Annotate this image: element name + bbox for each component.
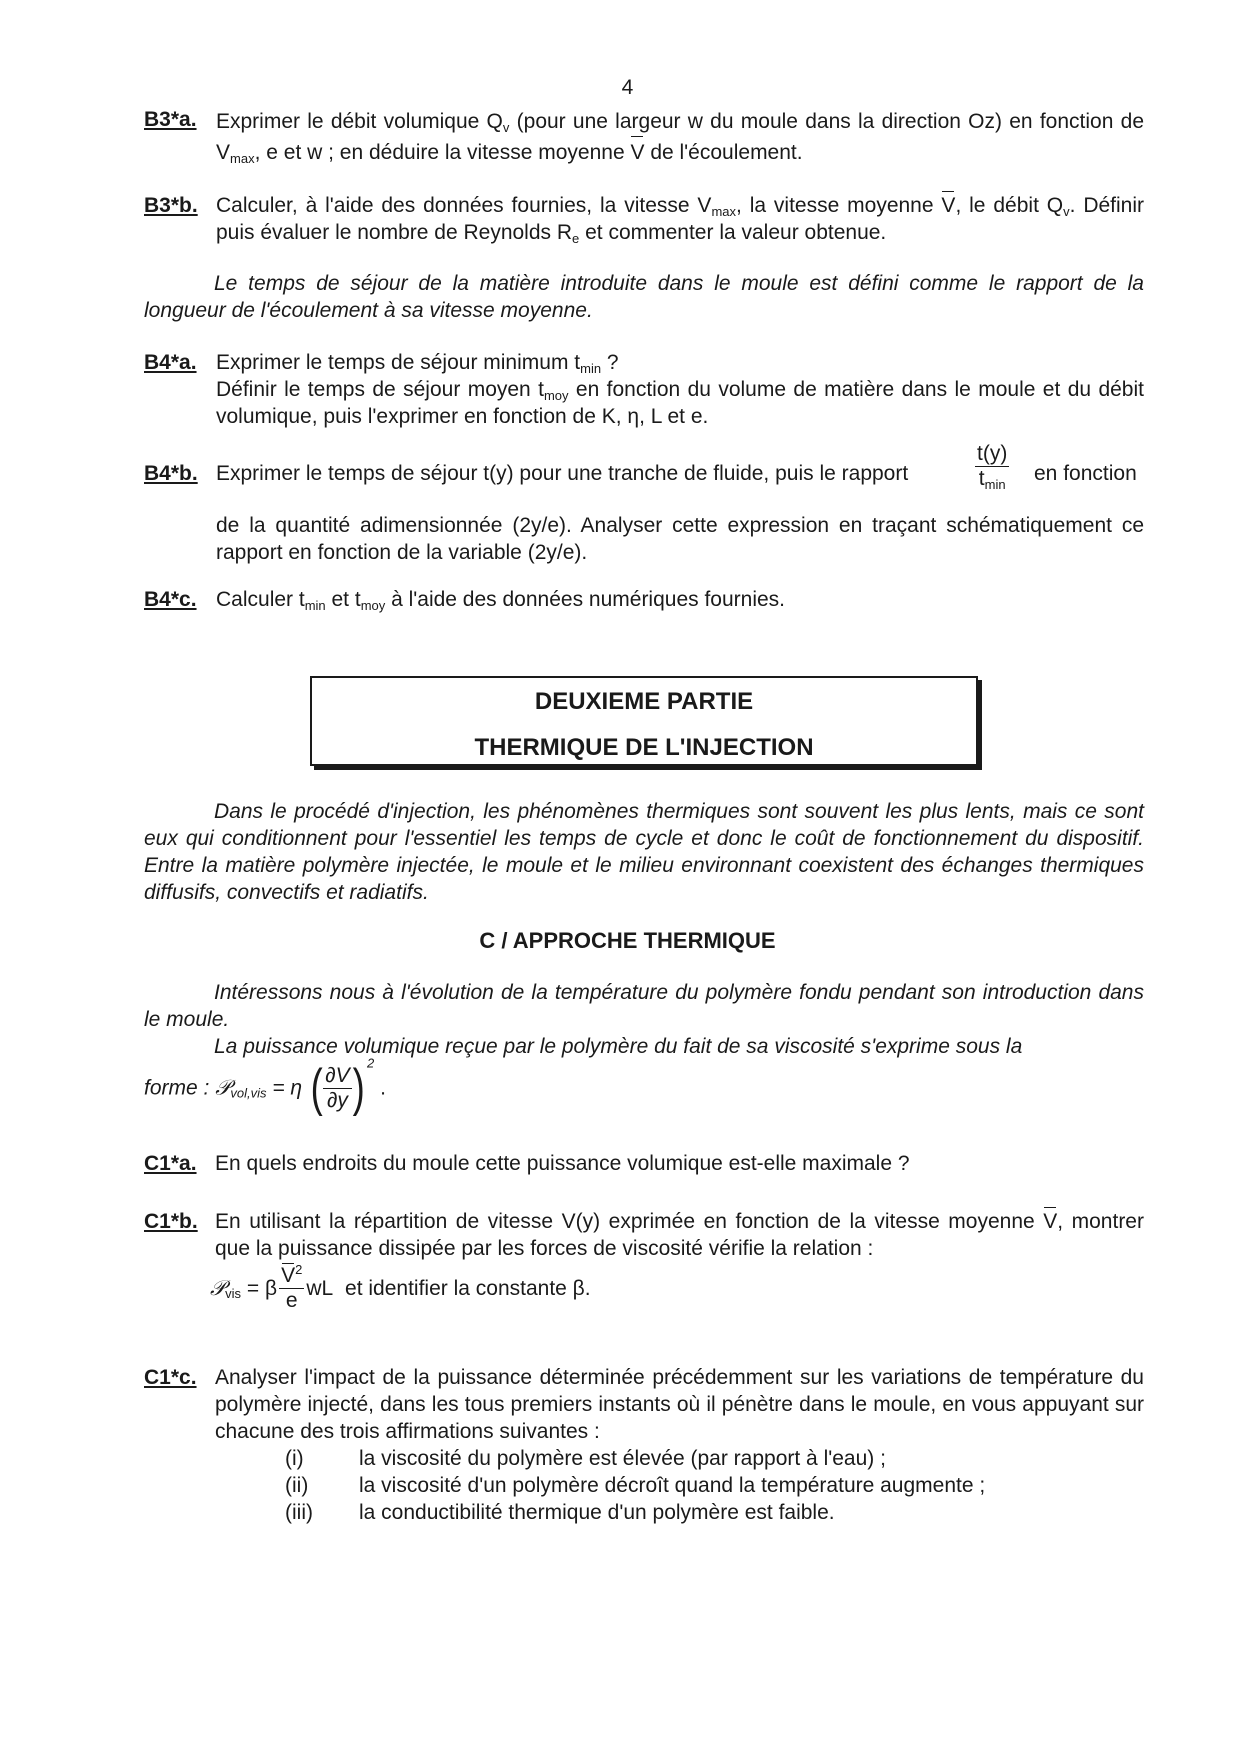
part-title: DEUXIEME PARTIE bbox=[534, 688, 754, 715]
ratio-fraction: $\frac{t(y)}{t_{min}}$ bbox=[977, 442, 1008, 492]
question-label: B4*b. bbox=[144, 462, 198, 485]
list-item: (i) la viscosité du polymère est élevée (par rapport à l'eau) ; bbox=[285, 1447, 886, 1470]
question-text: En utilisant la répartition de vitesse V(y) exprimée en fonction de la vitesse moyenne V, montrer que la puissance dissipée par les forces de viscosité vérifie la relation : bbox=[215, 1210, 1144, 1260]
question-label: C1*b. bbox=[144, 1210, 198, 1233]
v-bar-symbol: V bbox=[1043, 1210, 1058, 1233]
question-text: Analyser l'impact de la puissance déterminée précédemment sur les variations de température du polymère injecté, dans les tous premiers instants où il pénètre dans le moule, en vous appuyant sur chacune des trois affirmations suivantes : bbox=[215, 1366, 1144, 1443]
list-item: (iii) la conductibilité thermique d'un polymère est faible. bbox=[285, 1501, 835, 1524]
formula-power-dissipated: 𝒫$_{vis}$ = β $\frac{V^2}{e}$ wL et identifier la constante β. bbox=[210, 1262, 591, 1312]
question-text-end: en fonction bbox=[1034, 462, 1137, 485]
question-text: En quels endroits du moule cette puissance volumique est-elle maximale ? bbox=[215, 1152, 910, 1175]
question-label: B3*b. bbox=[144, 194, 198, 217]
part-title-box bbox=[310, 676, 978, 766]
question-b4b-cont bbox=[144, 512, 1144, 566]
question-label: C1*a. bbox=[144, 1152, 197, 1175]
question-text: Exprimer le débit volumique $Q_v$ (pour une largeur w du moule dans la direction Oz) en fonction de $V_{max}$, e et w ; en déduire la vitesse moyenne V de l'écoulement. bbox=[216, 110, 1144, 166]
question-c1c bbox=[144, 1364, 1144, 1445]
v-bar-symbol: V bbox=[941, 194, 956, 217]
question-b3b bbox=[144, 192, 1144, 246]
question-c1a bbox=[144, 1150, 1144, 1177]
intro-c-paragraph: Intéressons nous à l'évolution de la température du polymère fondu pendant son introduction dans le moule. bbox=[144, 981, 1144, 1031]
question-label: C1*c. bbox=[144, 1366, 197, 1389]
section-title: C / APPROCHE THERMIQUE bbox=[479, 928, 776, 953]
intro-c-paragraph-2: La puissance volumique reçue par le polymère du fait de sa viscosité s'exprime sous la bbox=[214, 1035, 1023, 1058]
question-b3a bbox=[144, 106, 1144, 168]
question-label: B4*a. bbox=[144, 351, 197, 374]
page-number: 4 bbox=[621, 76, 634, 99]
question-label: B3*a. bbox=[144, 108, 197, 131]
question-text: Calculer, à l'aide des données fournies, la vitesse $V_{max}$, la vitesse moyenne V, le débit $Q_v$. Définir puis évaluer le nombre de Reynolds $R_e$ et commenter la valeur obtenue. bbox=[216, 194, 1144, 246]
part-subtitle: THERMIQUE DE L'INJECTION bbox=[474, 734, 814, 761]
question-text: Calculer $t_{min}$ et $t_{moy}$ à l'aide des données numériques fournies. bbox=[216, 588, 786, 613]
formula-power-volumic: forme : 𝒫$_{vol,vis}$ = η ( $\frac{\partial V}{\partial y}$ ) $^2$ . bbox=[144, 1055, 386, 1117]
question-label: B4*c. bbox=[144, 588, 197, 611]
intro-thermique: Dans le procédé d'injection, les phénomènes thermiques sont souvent les plus lents, mais ce sont eux qui conditionnent pour l'essentiel les temps de cycle et donc le coût de fonctionnement du dispositif. Entre la matière polymère injectée, le moule et le milieu environnant coexistent des échanges thermiques diffusifs, convectifs et radiatifs. bbox=[144, 800, 1144, 904]
question-text: Exprimer le temps de séjour minimum $t_{min}$ ? Définir le temps de séjour moyen $t_{moy}$ en fonction du volume de matière dans le moule et du débit volumique, puis l'exprimer en fonction de K, η, L et e. bbox=[216, 351, 1144, 428]
question-text: de la quantité adimensionnée (2y/e). Analyser cette expression en traçant schématiquement ce rapport en fonction de la variable (2y/e). bbox=[216, 514, 1144, 564]
question-text: Exprimer le temps de séjour t(y) pour une tranche de fluide, puis le rapport bbox=[216, 462, 909, 485]
question-b4c bbox=[144, 586, 1144, 613]
list-item: (ii) la viscosité d'un polymère décroît quand la température augmente ; bbox=[285, 1474, 986, 1497]
question-c1b bbox=[144, 1208, 1144, 1262]
v-bar-symbol: V bbox=[630, 137, 644, 168]
intro-sejour: Le temps de séjour de la matière introduite dans le moule est défini comme le rapport de la longueur de l'écoulement à sa vitesse moyenne. bbox=[144, 272, 1144, 322]
question-b4a bbox=[144, 349, 1144, 430]
